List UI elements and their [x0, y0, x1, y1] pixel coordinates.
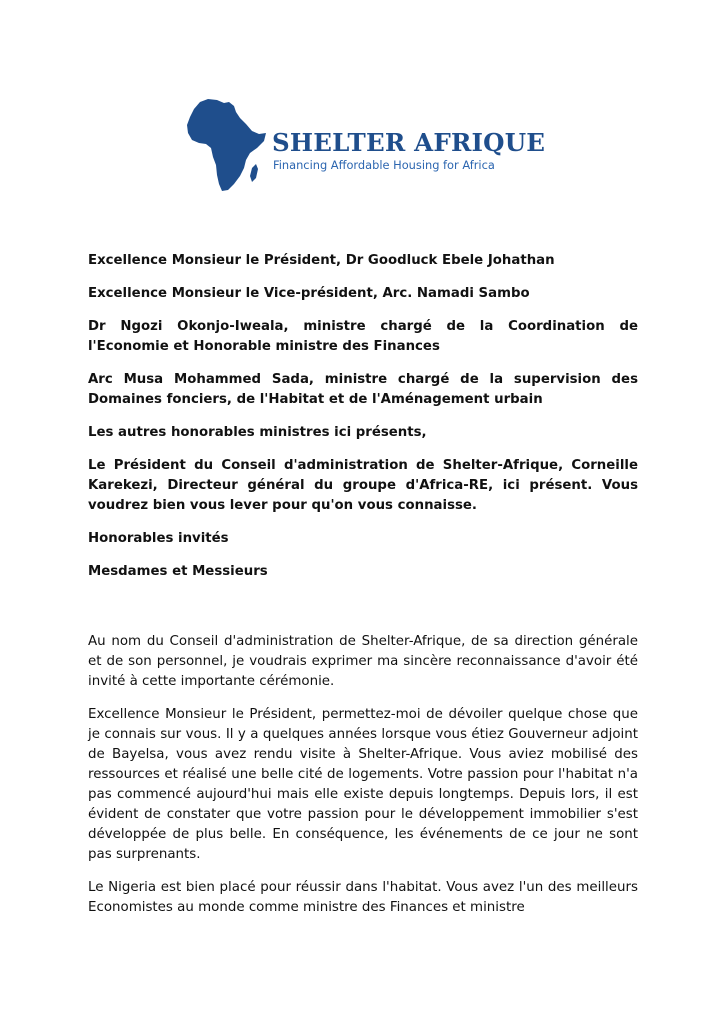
- body-paragraph: Excellence Monsieur le Président, permettez-moi de dévoiler quelque chose que je connais sur vous. Il y a quelques années lorsque vous étiez Gouverneur adjoint de Bayelsa, vous avez rendu visite à Shelter-Afrique. Vous aviez mobilisé des ressources et réalisé une belle cité de logements. Votre passion pour l'habitat n'a pas commencé aujourd'hui mais elle existe depuis longtemps. Depuis lors, il est évident de constater que votre passion pour le développement immobilier s'est développée de plus belle. En conséquence, les événements de ce jour ne sont pas surprenants.: [88, 707, 638, 862]
- section-spacer: [88, 595, 638, 632]
- salutation-president: Excellence Monsieur le Président, Dr Goodluck Ebele Johathan: [88, 253, 555, 268]
- letter-body: [88, 251, 638, 931]
- salutation-vice-president: Excellence Monsieur le Vice-président, Arc. Namadi Sambo: [88, 286, 530, 301]
- salutation-housing-minister: Arc Musa Mohammed Sada, ministre chargé de la supervision des Domaines fonciers, de l'Habitat et de l'Aménagement urbain: [88, 372, 638, 407]
- salutation-other-ministers: Les autres honorables ministres ici présents,: [88, 425, 427, 440]
- salutation-ladies-gentlemen: Mesdames et Messieurs: [88, 564, 268, 579]
- body-paragraph: Le Nigeria est bien placé pour réussir dans l'habitat. Vous avez l'un des meilleurs Economistes au monde comme ministre des Finances et ministre: [88, 880, 638, 915]
- brand-name: SHELTER AFRIQUE: [272, 128, 546, 157]
- salutation-board-president: Le Président du Conseil d'administration de Shelter-Afrique, Corneille Karekezi, Directeur général du groupe d'Africa-RE, ici présent. Vous voudrez bien vous lever pour qu'on vous connaisse.: [88, 458, 638, 513]
- salutation-finance-minister: Dr Ngozi Okonjo-Iweala, ministre chargé de la Coordination de l'Economie et Honorable ministre des Finances: [88, 319, 638, 354]
- shelter-afrique-logo: [186, 98, 546, 194]
- africa-map-icon: [186, 98, 270, 194]
- salutation-guests: Honorables invités: [88, 531, 229, 546]
- brand-tagline: Financing Affordable Housing for Africa: [273, 158, 495, 172]
- body-paragraph: Au nom du Conseil d'administration de Shelter-Afrique, de sa direction générale et de son personnel, je voudrais exprimer ma sincère reconnaissance d'avoir été invité à cette importante cérémonie.: [88, 634, 638, 689]
